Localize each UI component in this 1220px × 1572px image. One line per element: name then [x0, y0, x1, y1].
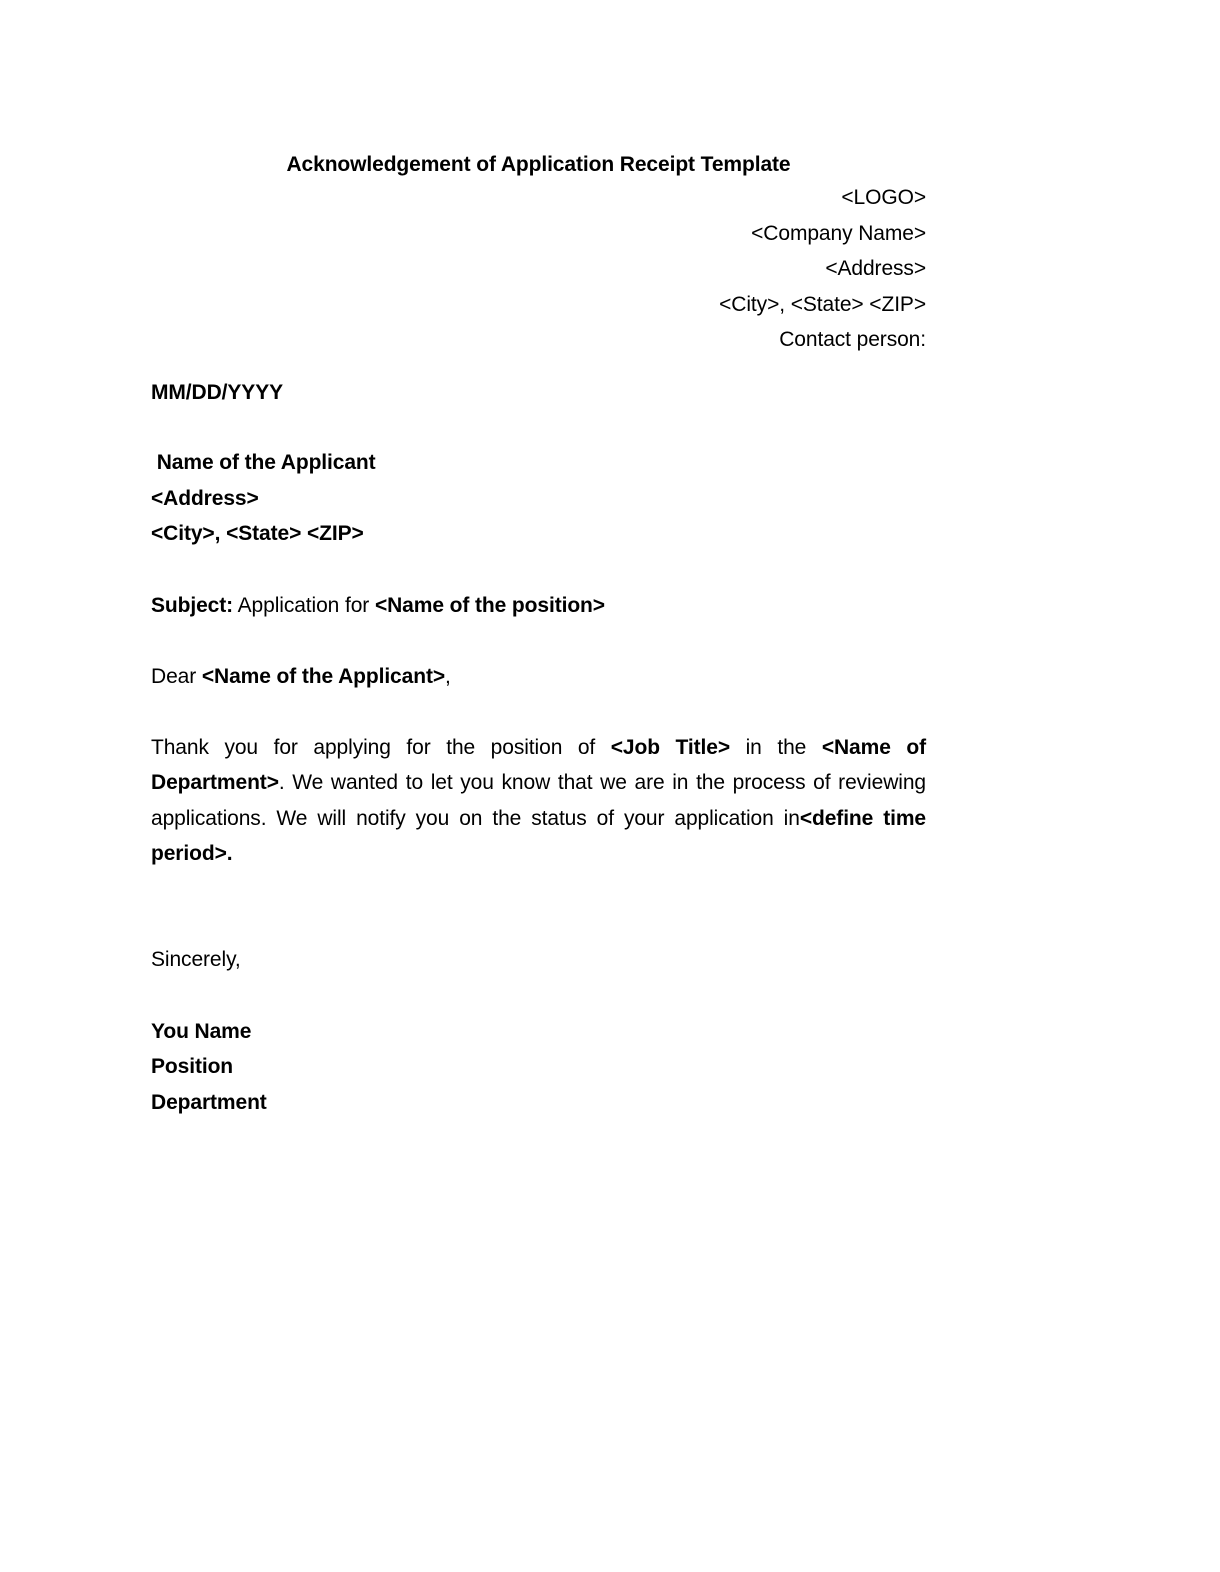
body-paragraph — [151, 730, 926, 908]
page-title: Acknowledgement of Application Receipt Template — [286, 153, 791, 176]
salutation-applicant-placeholder: <Name of the Applicant> — [201, 665, 445, 688]
body-time-period-placeholder: <define time period>. — [151, 806, 926, 865]
body-job-title-placeholder: <Job Title> — [610, 735, 731, 759]
recipient-city-state-zip: <City>, <State> <ZIP> — [151, 522, 364, 545]
recipient-block — [151, 445, 926, 552]
signature-position: Position — [151, 1055, 234, 1078]
recipient-name: Name of the Applicant — [151, 451, 376, 474]
subject-text: Application for — [233, 593, 375, 617]
signature-department: Department — [151, 1090, 267, 1114]
signature-block — [151, 1014, 926, 1121]
salutation-comma: , — [445, 665, 451, 688]
letterhead-logo: <LOGO> — [841, 186, 926, 209]
subject-position-placeholder: <Name of the position> — [374, 593, 605, 617]
salutation-line — [151, 659, 926, 695]
body-segment-3: . We wanted to let you know that we are in the process of reviewing applications. We will notify you on the status of your application in — [151, 771, 926, 830]
salutation-greeting: Dear — [151, 665, 202, 688]
subject-label: Subject: — [151, 593, 234, 617]
letterhead-contact-person: Contact person: — [779, 328, 926, 351]
letterhead-company-name: <Company Name> — [751, 221, 926, 245]
recipient-address: <Address> — [151, 486, 259, 510]
signature-name: You Name — [151, 1019, 252, 1043]
letterhead-block — [151, 180, 926, 358]
document-content — [151, 0, 926, 1120]
letter-date: MM/DD/YYYY — [151, 380, 284, 404]
letterhead-city-state-zip: <City>, <State> <ZIP> — [719, 292, 926, 316]
body-department-placeholder: <Name of Department> — [151, 735, 926, 794]
body-segment-1: Thank you for applying for the position of — [151, 735, 611, 759]
body-segment-2: in the — [730, 735, 822, 759]
closing-line: Sincerely, — [151, 948, 241, 971]
letterhead-address: <Address> — [825, 257, 926, 280]
subject-line — [151, 588, 926, 624]
